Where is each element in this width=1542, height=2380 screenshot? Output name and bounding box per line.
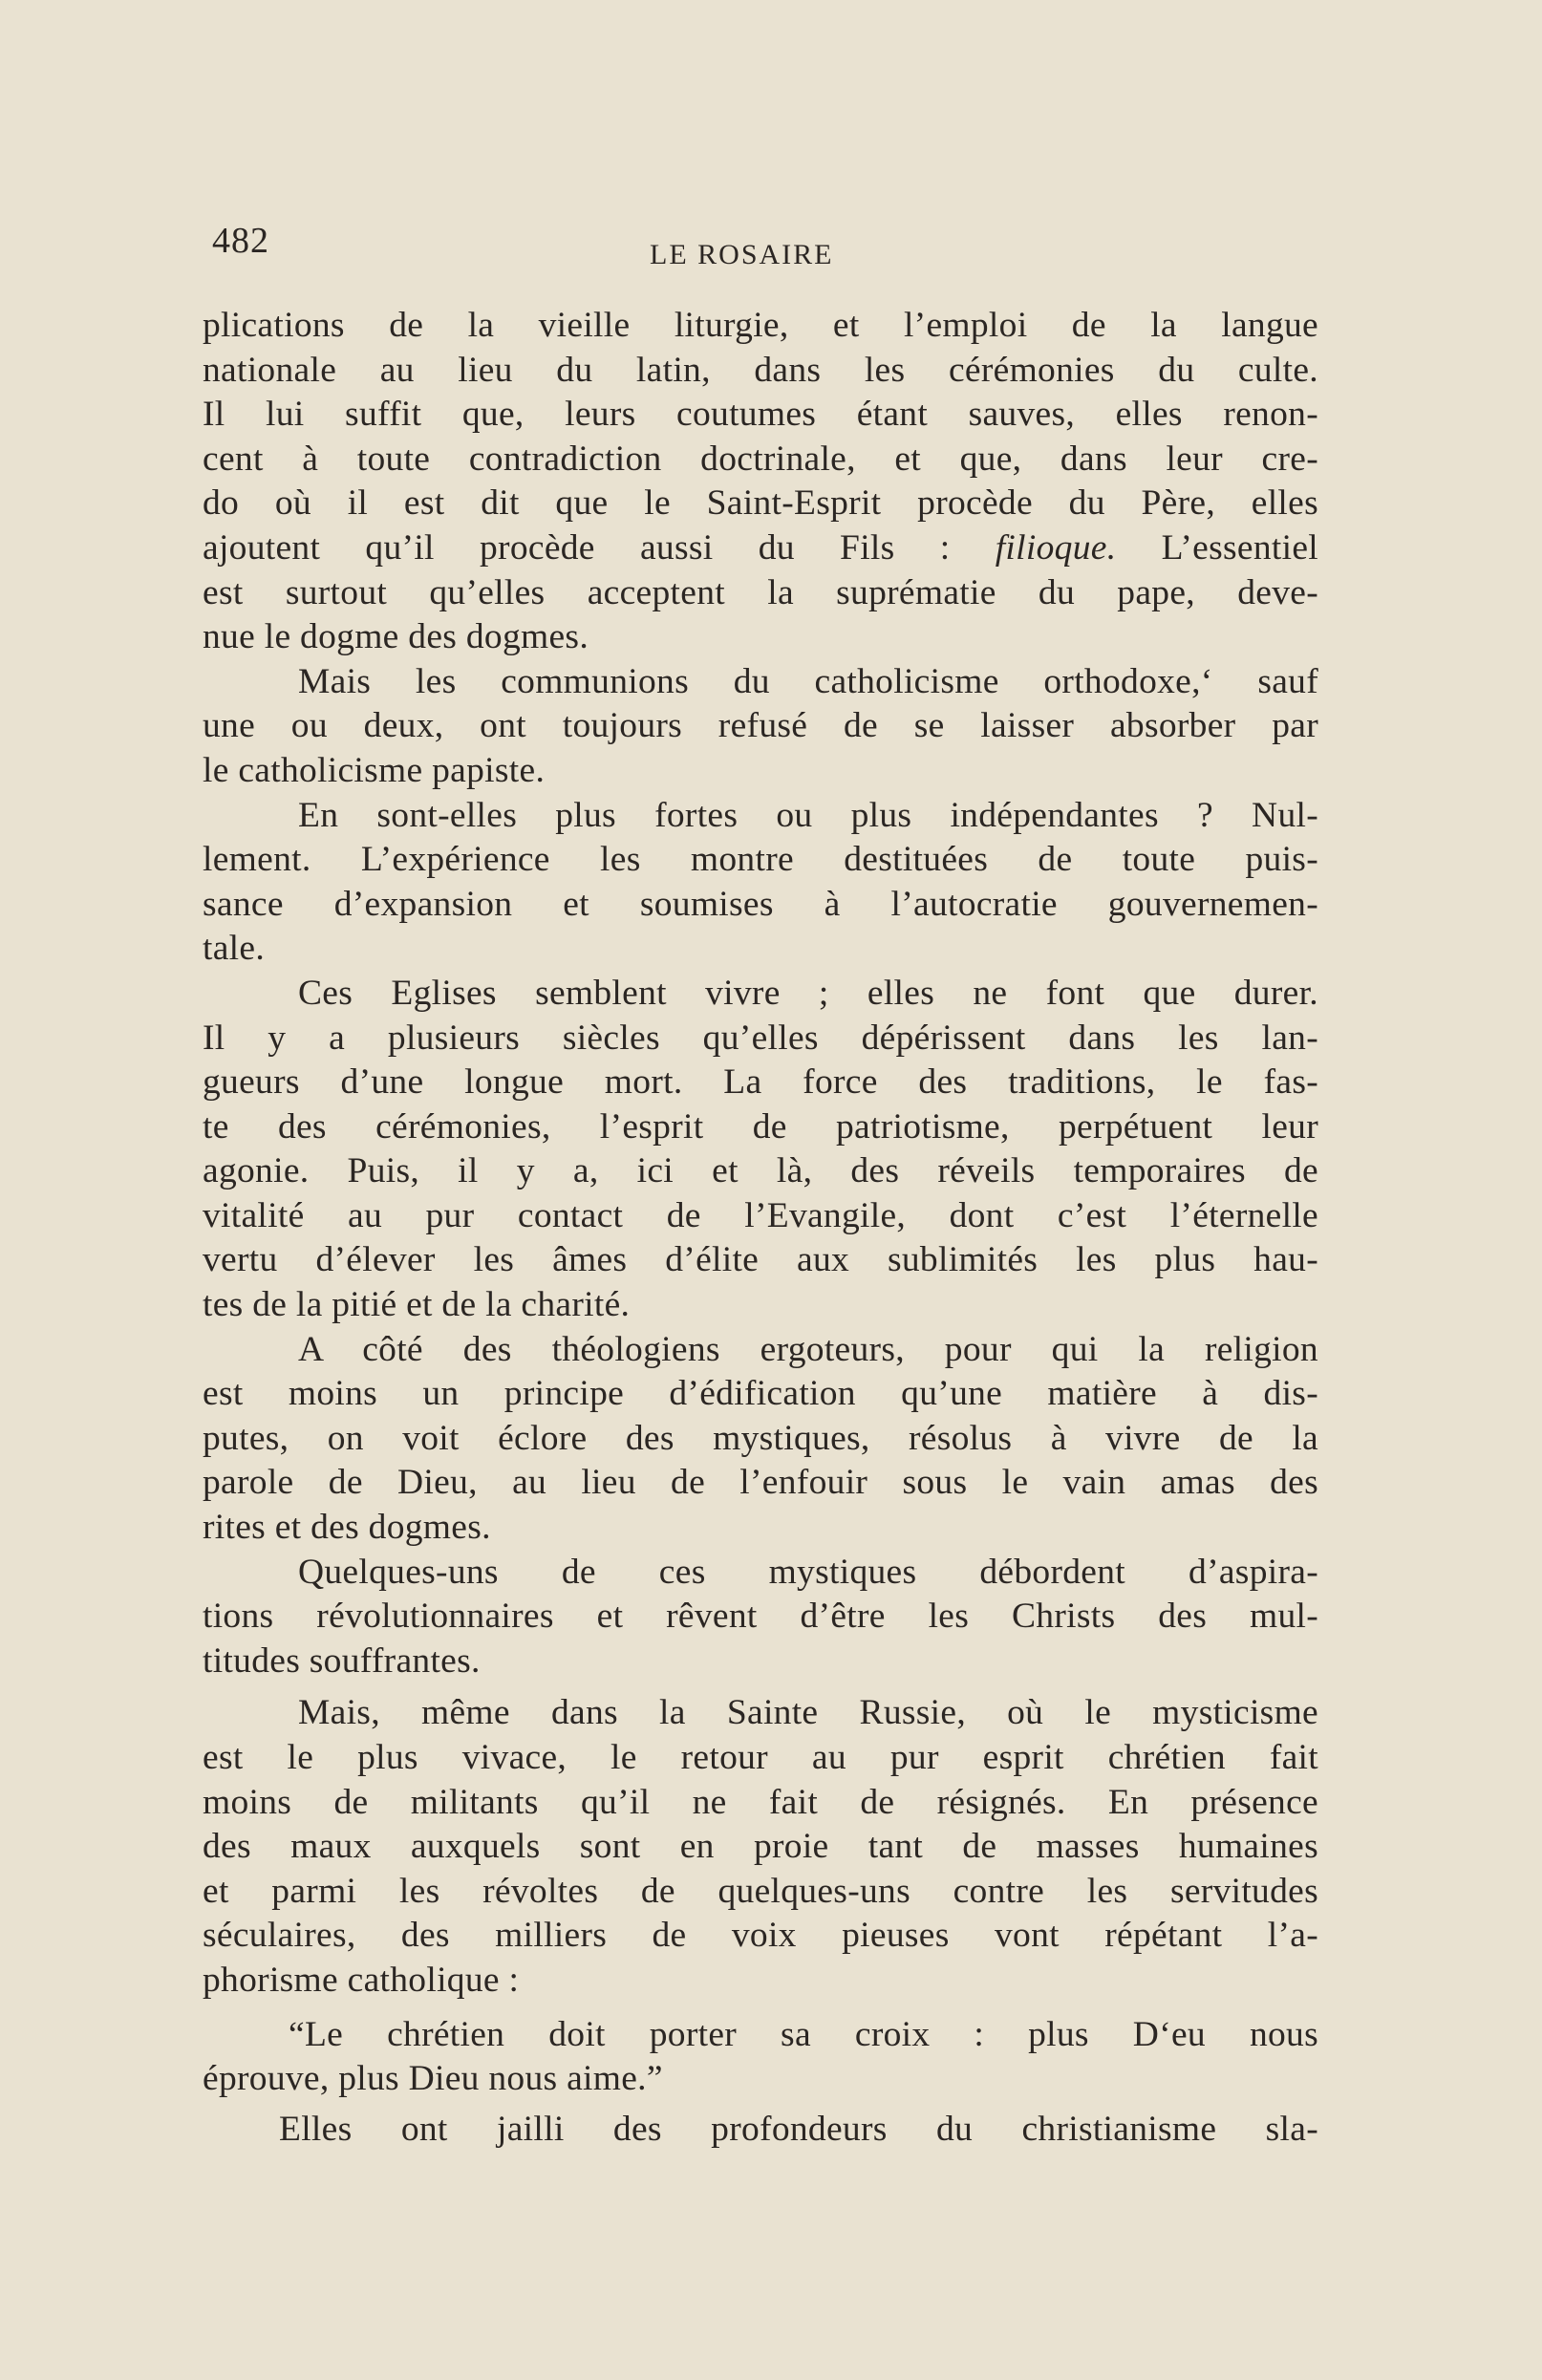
text-line: vertu d’élever les âmes d’élite aux sublimités les plus hau- [203, 1240, 1318, 1280]
text-line: lement. L’expérience les montre destituées de toute puis- [203, 840, 1318, 880]
text-line: Elles ont jailli des profondeurs du christianisme sla- [279, 2109, 1318, 2149]
text-line: gueurs d’une longue mort. La force des traditions, le fas- [203, 1062, 1318, 1103]
text-line: est le plus vivace, le retour au pur esprit chrétien fait [203, 1738, 1318, 1777]
text-line: te des cérémonies, l’esprit de patriotisme, perpétuent leur [203, 1106, 1318, 1147]
text-line: cent à toute contradiction doctrinale, et que, dans leur cre- [203, 439, 1318, 479]
text-line: tes de la pitié et de la charité. [203, 1285, 631, 1325]
text-line: parole de Dieu, au lieu de l’enfouir sous le vain amas des [203, 1463, 1318, 1503]
paragraph [203, 1328, 1318, 1551]
text-line: Mais les communions du catholicisme orthodoxe,‘ sauf [298, 661, 1318, 701]
text-line: tions révolutionnaires et rêvent d’être les Christs des mul- [203, 1597, 1318, 1637]
text-line: est surtout qu’elles acceptent la suprématie du pape, deve- [203, 572, 1318, 612]
text-line: une ou deux, ont toujours refusé de se laisser absorber par [203, 706, 1318, 746]
text-line: phorisme catholique : [203, 1960, 520, 2000]
text-line: A côté des théologiens ergoteurs, pour qui la religion [298, 1329, 1318, 1369]
text-line: “Le chrétien doit porter sa croix : plus D‘eu nous [289, 2014, 1318, 2054]
paragraph [203, 304, 1318, 660]
quotation [203, 2013, 1318, 2102]
text-segment: L’essentiel [1116, 527, 1318, 568]
text-line: rites et des dogmes. [203, 1508, 491, 1548]
paragraph [203, 1691, 1318, 2003]
text-line: Ces Eglises semblent vivre ; elles ne font que durer. [298, 973, 1318, 1013]
text-line: tale. [203, 929, 266, 969]
text-segment: ajoutent qu’il procède aussi du Fils : [203, 527, 996, 568]
text-line: Il lui suffit que, leurs coutumes étant sauves, elles renon- [203, 395, 1318, 435]
text-line: Quelques-uns de ces mystiques débordent d’aspira- [298, 1552, 1318, 1592]
text-line: nue le dogme des dogmes. [203, 617, 589, 657]
text-line: Mais, même dans la Sainte Russie, où le mysticisme [298, 1693, 1318, 1733]
paragraph [203, 2108, 1318, 2153]
text-line: est moins un principe d’édification qu’une matière à dis- [203, 1374, 1318, 1414]
paragraph [203, 972, 1318, 1328]
paragraph [203, 794, 1318, 972]
text-line: sance d’expansion et soumises à l’autocratie gouvernemen- [203, 884, 1318, 924]
running-title: LE ROSAIRE [650, 239, 834, 270]
page-number: 482 [212, 221, 269, 261]
text-line: le catholicisme papiste. [203, 750, 546, 790]
text-line [203, 526, 1318, 571]
text-line: éprouve, plus Dieu nous aime.” [203, 2059, 663, 2099]
italic-word: filioque. [995, 527, 1117, 568]
text-line: séculaires, des milliers de voix pieuses vont répétant l’a- [203, 1916, 1318, 1956]
text-line: titudes souffrantes. [203, 1640, 481, 1681]
text-line: En sont-elles plus fortes ou plus indépendantes ? Nul- [298, 795, 1318, 835]
text-line: Il y a plusieurs siècles qu’elles dépérissent dans les lan- [203, 1018, 1318, 1058]
body-text [203, 304, 1318, 2152]
text-line: plications de la vieille liturgie, et l’emploi de la langue [203, 306, 1318, 345]
text-line: do où il est dit que le Saint-Esprit procède du Père, elles [203, 483, 1318, 524]
text-line: agonie. Puis, il y a, ici et là, des réveils temporaires de [203, 1151, 1318, 1191]
text-line: des maux auxquels sont en proie tant de masses humaines [203, 1827, 1318, 1867]
text-line: vitalité au pur contact de l’Evangile, dont c’est l’éternelle [203, 1195, 1318, 1235]
text-line: nationale au lieu du latin, dans les cérémonies du culte. [203, 350, 1318, 390]
paragraph [203, 660, 1318, 794]
paragraph [203, 1551, 1318, 1684]
text-line: et parmi les révoltes de quelques-uns contre les servitudes [203, 1871, 1318, 1911]
text-line: moins de militants qu’il ne fait de résignés. En présence [203, 1782, 1318, 1822]
text-line: putes, on voit éclore des mystiques, résolus à vivre de la [203, 1418, 1318, 1458]
